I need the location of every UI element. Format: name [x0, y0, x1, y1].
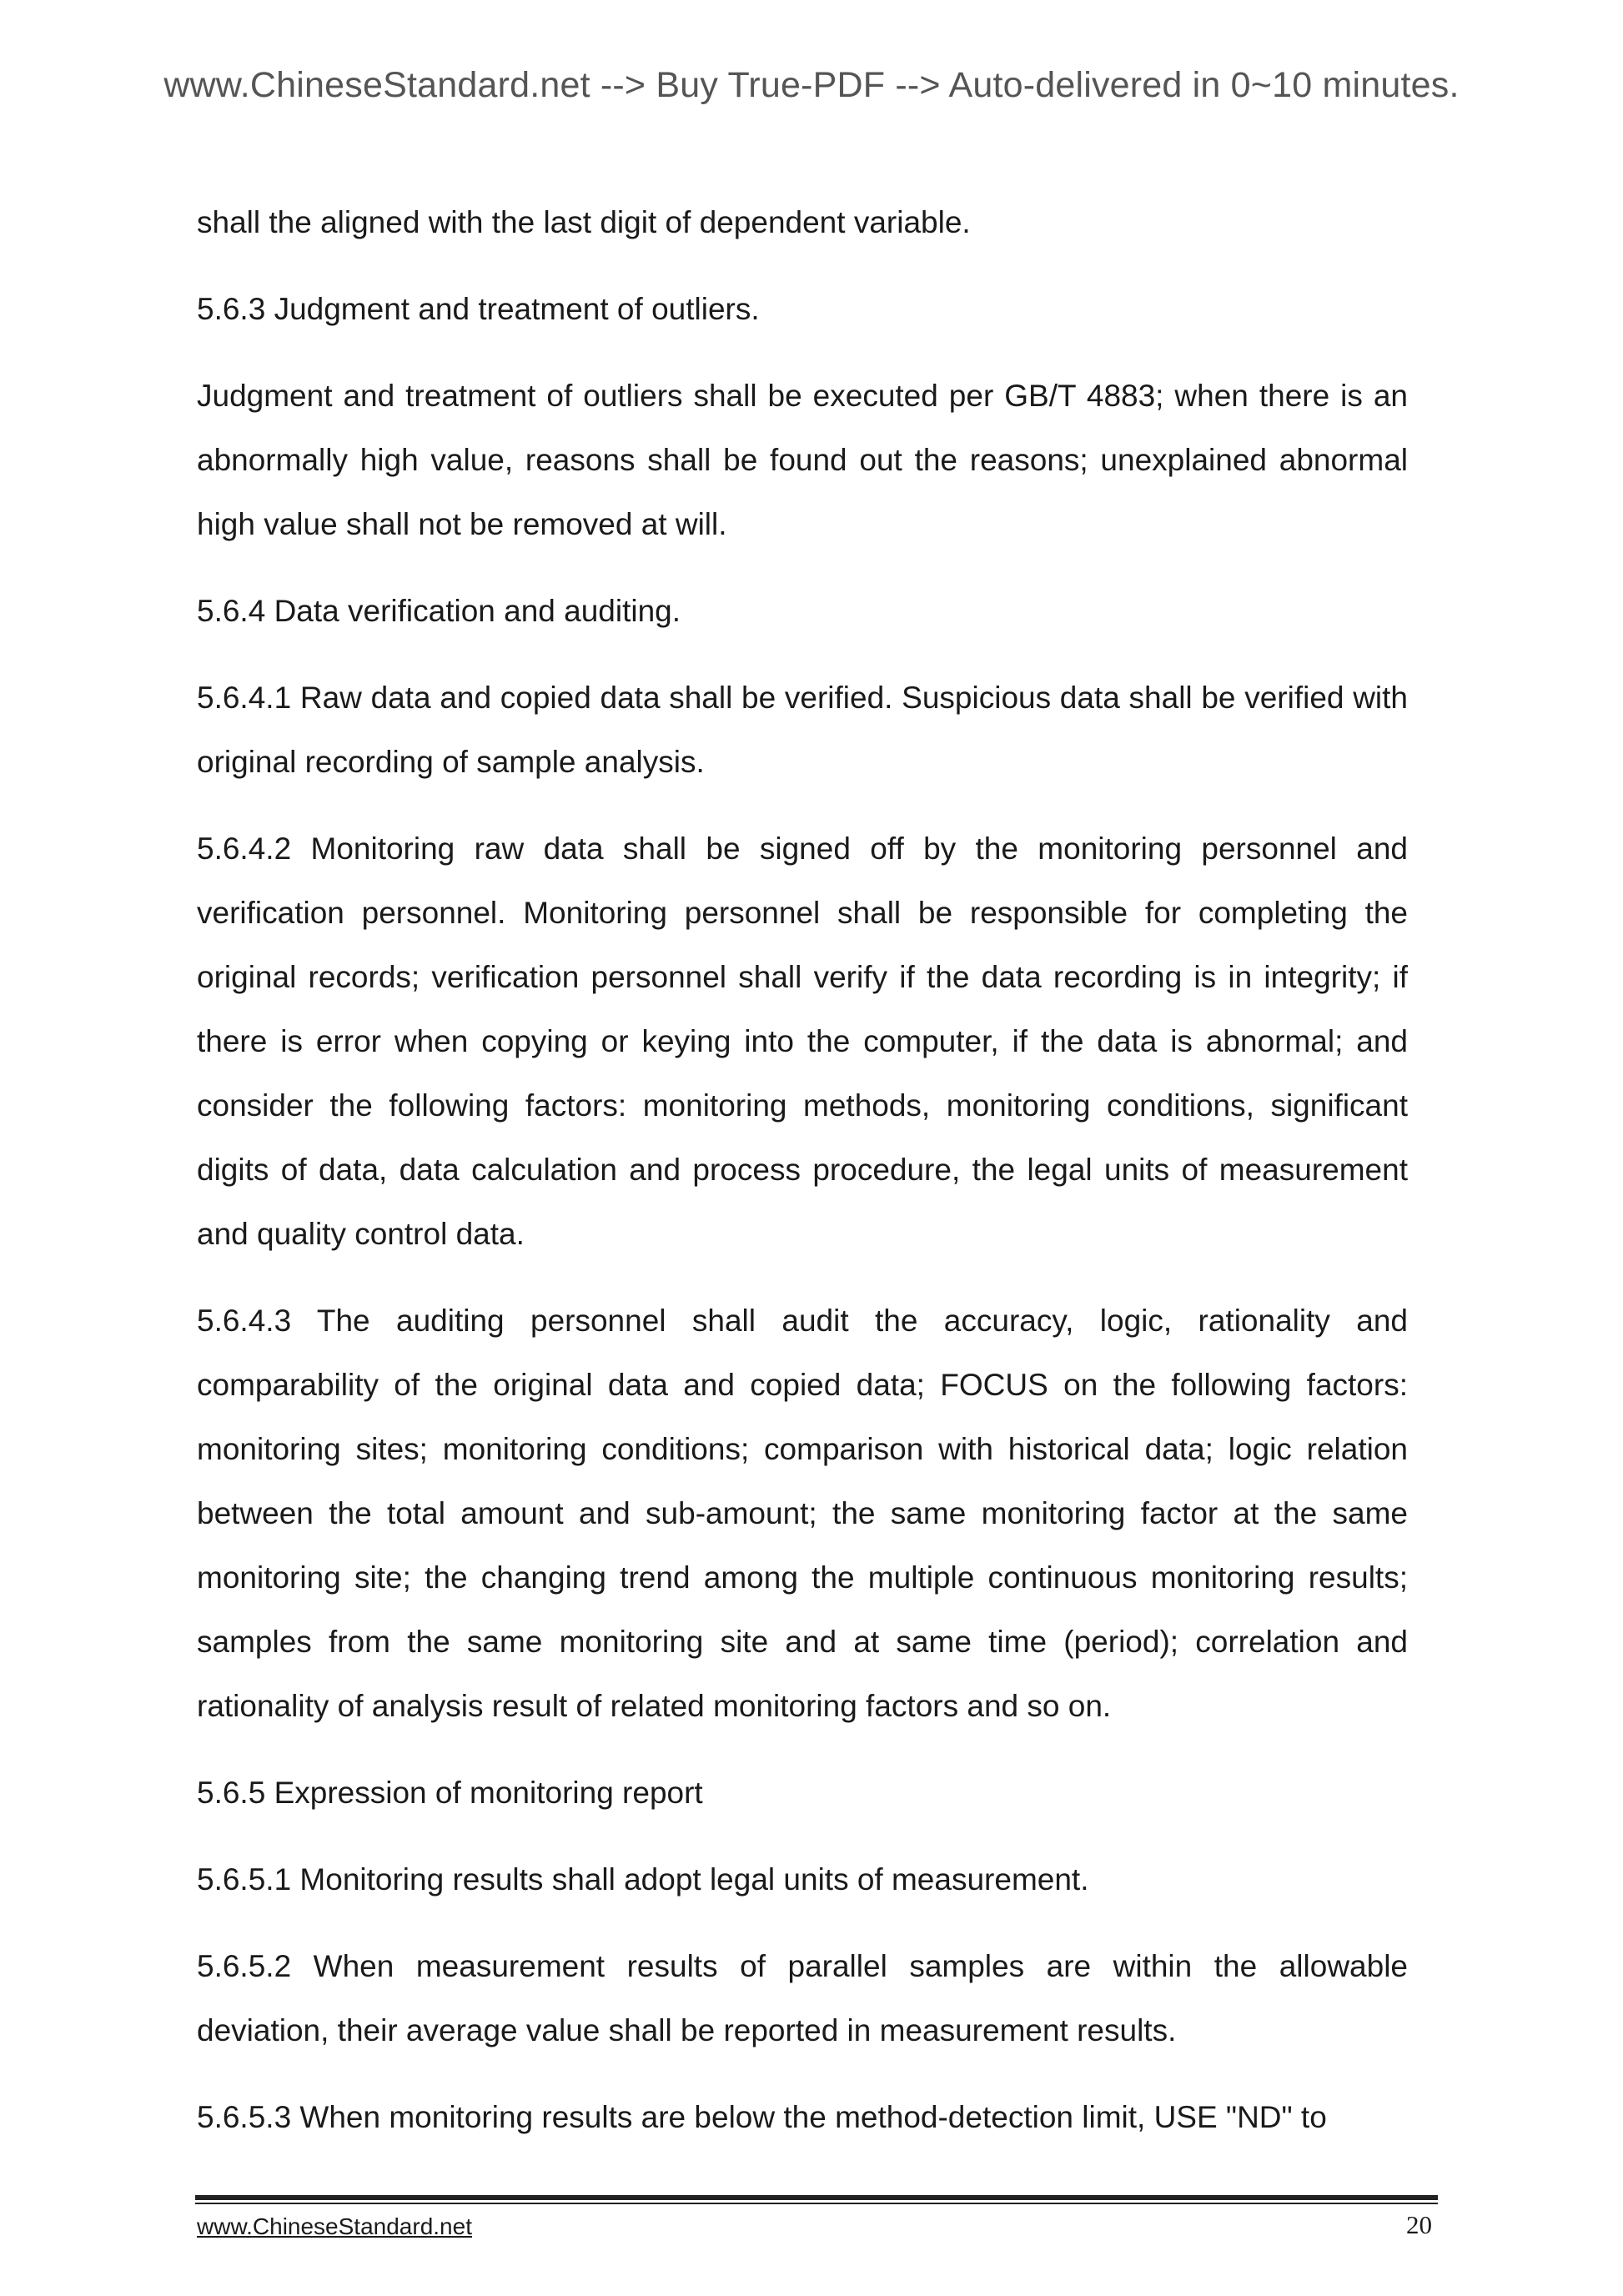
- paragraph-continuation: shall the aligned with the last digit of dependent variable.: [197, 205, 971, 239]
- footer-divider: [195, 2195, 1438, 2200]
- paragraph-5-6-5-2: 5.6.5.2 When measurement results of parallel samples are within the allowable deviation, their average value shall be reported in measurement results.: [197, 1949, 1408, 2047]
- paragraph-outliers: Judgment and treatment of outliers shall be executed per GB/T 4883; when there is an abnormally high value, reasons shall be found out the reasons; unexplained abnormal high value shall not be removed at will.: [197, 379, 1408, 541]
- document-body: [197, 190, 1408, 2172]
- heading-5-6-4: 5.6.4 Data verification and auditing.: [197, 594, 681, 628]
- footer-divider-thin: [195, 2203, 1438, 2204]
- paragraph-5-6-4-2: 5.6.4.2 Monitoring raw data shall be signed off by the monitoring personnel and verification personnel. Monitoring personnel shall be responsible for completing the original records; verification personnel shall verify if the data recording is in integrity; if there is error when copying or keying into the computer, if the data is abnormal; and consider the following factors: monitoring methods, monitoring conditions, significant digits of data, data calculation and process procedure, the legal units of measurement and quality control data.: [197, 831, 1408, 1251]
- paragraph-5-6-4-1: 5.6.4.1 Raw data and copied data shall be verified. Suspicious data shall be verified with original recording of sample analysis.: [197, 681, 1408, 779]
- paragraph-5-6-5-3: 5.6.5.3 When monitoring results are below the method-detection limit, USE "ND" to: [197, 2100, 1327, 2134]
- footer-website-link[interactable]: www.ChineseStandard.net: [197, 2213, 472, 2239]
- heading-5-6-3: 5.6.3 Judgment and treatment of outliers.: [197, 292, 760, 326]
- header-banner: www.ChineseStandard.net --> Buy True-PDF --> Auto-delivered in 0~10 minutes.: [163, 65, 1460, 105]
- heading-5-6-5: 5.6.5 Expression of monitoring report: [197, 1776, 703, 1810]
- page-number: 20: [1406, 2210, 1432, 2239]
- paragraph-5-6-4-3: 5.6.4.3 The auditing personnel shall audit the accuracy, logic, rationality and comparability of the original data and copied data; FOCUS on the following factors: monitoring sites; monitoring conditions; comparison with historical data; logic relation between the total amount and sub-amount; the same monitoring factor at the same monitoring site; the changing trend among the multiple continuous monitoring results; samples from the same monitoring site and at same time (period); correlation and rationality of analysis result of related monitoring factors and so on.: [197, 1304, 1408, 1723]
- paragraph-5-6-5-1: 5.6.5.1 Monitoring results shall adopt legal units of measurement.: [197, 1862, 1089, 1897]
